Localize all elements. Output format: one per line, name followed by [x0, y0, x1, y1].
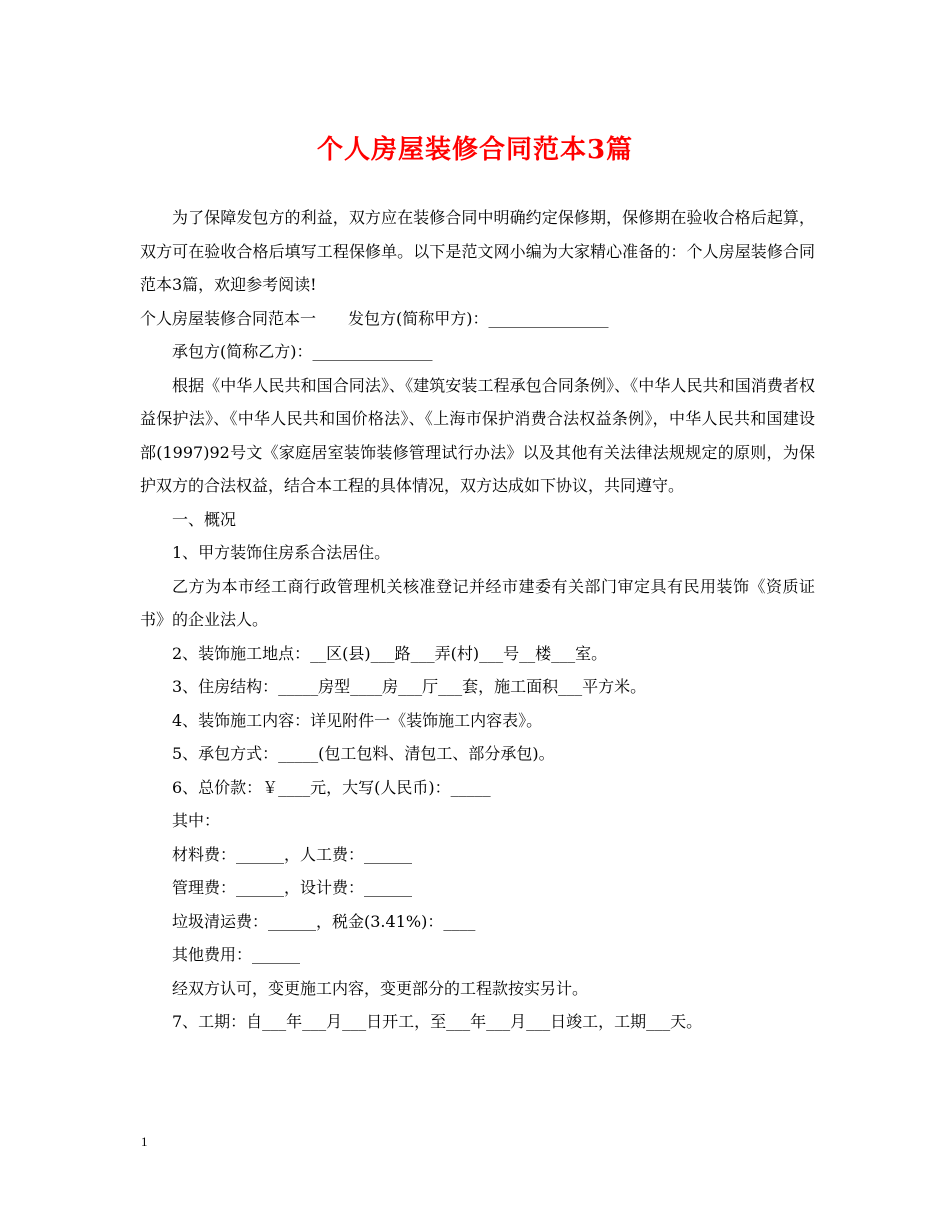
cost-line-materials-labor: 材料费：______，人工费：______	[172, 844, 413, 864]
clause-6-total-price: 6、总价款：￥____元，大写(人民币)：_____	[172, 777, 491, 797]
document-body	[140, 201, 815, 1039]
clause-7-duration: 7、工期：自___年___月___日开工，至___年___月___日竣工，工期___天。	[172, 1012, 703, 1031]
page-number: 1	[141, 1134, 148, 1149]
section-heading-overview: 一、概况	[172, 509, 237, 529]
contractor-line: 承包方(简称乙方)：_______________	[172, 342, 433, 361]
cost-breakdown-heading: 其中：	[172, 811, 221, 830]
document-title: 个人房屋装修合同范本3篇	[316, 135, 634, 165]
contract-one-heading-line: 个人房屋装修合同范本一 发包方(简称甲方)：_______________	[140, 308, 609, 328]
clause-1: 1、甲方装饰住房系合法居住。	[172, 543, 391, 562]
legal-basis-paragraph: 根据《中华人民共和国合同法》、《建筑安装工程承包合同条例》、《中华人民共和国消费者权益保护法》、《中华人民共和国价格法》、《上海市保护消费合法权益条例》，中华人民共和国建设部(1997)92号文《家庭居室装饰装修管理试行办法》以及其他有关法律法规规定的原则，为保护双方的合法权益，结合本工程的具体情况，双方达成如下协议，共同遵守。	[140, 375, 815, 495]
intro-paragraph: 为了保障发包方的利益，双方应在装修合同中明确约定保修期，保修期在验收合格后起算，双方可在验收合格后填写工程保修单。以下是范文网小编为大家精心准备的：个人房屋装修合同范本3篇，欢迎参考阅读!	[140, 208, 815, 294]
clause-1-contractor: 乙方为本市经工商行政管理机关核准登记并经市建委有关部门审定具有民用装饰《资质证书》的企业法人。	[140, 576, 815, 629]
clause-5-method: 5、承包方式：_____(包工包料、清包工、部分承包)。	[172, 744, 555, 763]
cost-line-waste-tax: 垃圾清运费：______，税金(3.41%)：____	[172, 911, 476, 931]
clause-4-content: 4、装饰施工内容：详见附件一《装饰施工内容表》。	[172, 710, 543, 730]
cost-line-management-design: 管理费：______，设计费：______	[172, 878, 413, 897]
cost-line-other: 其他费用：______	[172, 945, 301, 964]
clause-3-structure: 3、住房结构：_____房型____房___厅___套，施工面积___平方米。	[172, 677, 647, 696]
clause-2-location: 2、装饰施工地点：__区(县)___路___弄(村)___号__楼___室。	[172, 643, 608, 663]
change-clause: 经双方认可，变更施工内容，变更部分的工程款按实另计。	[172, 978, 589, 998]
